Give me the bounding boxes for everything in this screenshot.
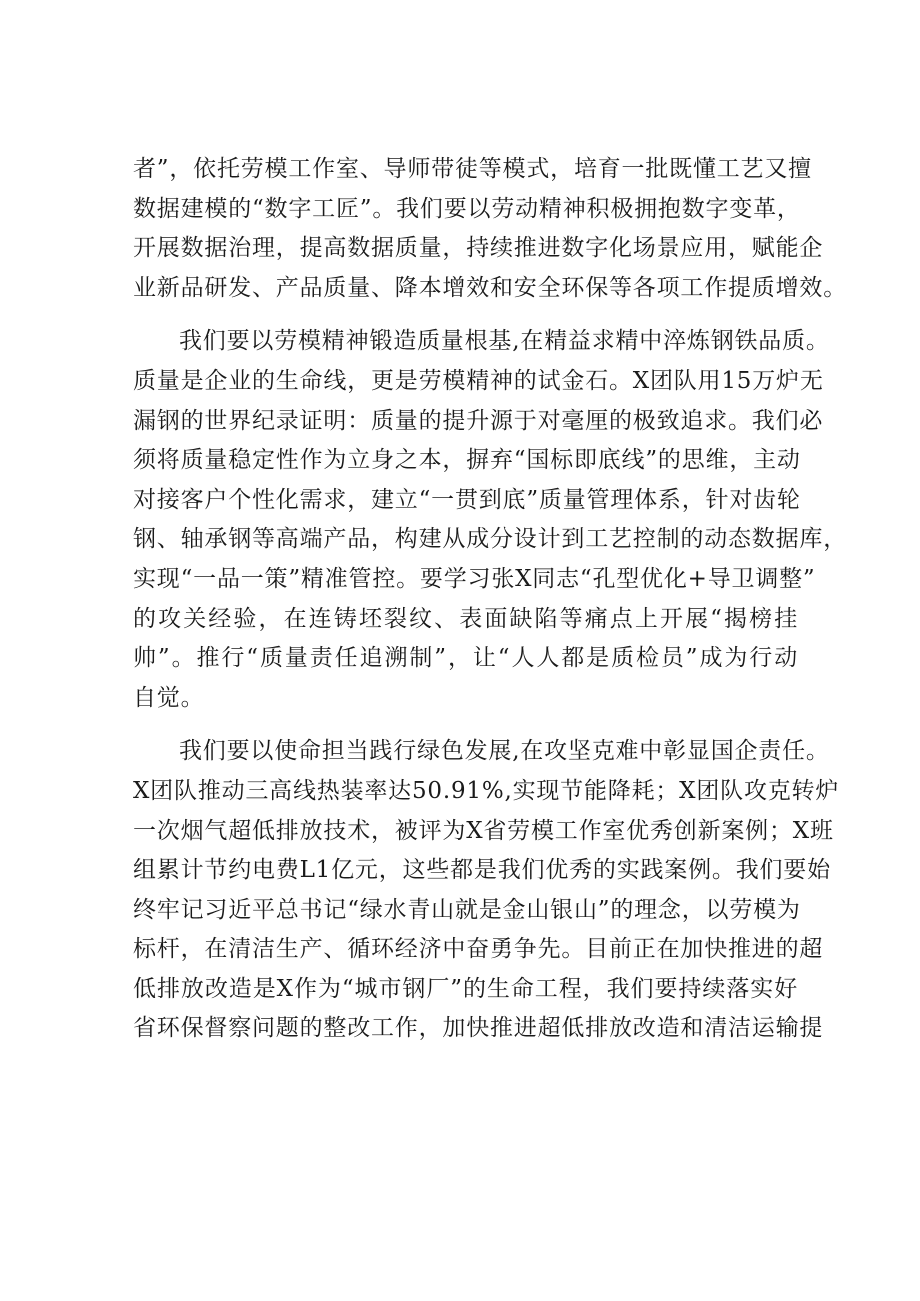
text-line: 质量是企业的生命线，更是劳模精神的试金石。X团队用15万炉无: [133, 367, 824, 394]
text-line: 帅”。推行“质量责任追溯制”，让“人人都是质检员”成为行动: [133, 645, 798, 672]
text-line: 自觉。: [133, 684, 205, 711]
text-line: 的攻关经验，在连铸坯裂纹、表面缺陷等痛点上开展“揭榜挂: [133, 605, 798, 632]
paragraph-spacer: [133, 308, 798, 322]
text-line: 须将质量稳定性作为立身之本，摒弃“国标即底线”的思维，主动: [133, 447, 801, 474]
text-line: 组累计节约电费L1亿元，这些都是我们优秀的实践案例。我们要始: [133, 857, 831, 884]
text-line: 低排放改造是X作为“城市钢厂”的生命工程，我们要持续落实好: [133, 975, 798, 1002]
text-line: 终牢记习近平总书记“绿水青山就是金山银山”的理念，以劳模为: [133, 896, 801, 923]
paragraph-2: [133, 322, 847, 718]
paragraph-spacer: [133, 718, 798, 732]
text-line: 漏钢的世界纪录证明：质量的提升源于对毫厘的极致追求。我们必: [133, 407, 824, 434]
text-line: 对接客户个性化需求，建立“一贯到底”质量管理体系，针对齿轮: [133, 486, 801, 513]
text-line: 业新品研发、产品质量、降本增效和安全环保等各项工作提质增效。: [133, 274, 847, 301]
text-line: 开展数据治理，提高数据质量，持续推进数字化场景应用，赋能企: [133, 235, 824, 262]
text-line: 一次烟气超低排放技术，被评为X省劳模工作室优秀创新案例；X班: [133, 817, 834, 844]
text-line: 钢、轴承钢等高端产品，构建从成分设计到工艺控制的动态数据库，: [133, 526, 847, 553]
text-line: 我们要以使命担当践行绿色发展,在攻坚克难中彰显国企责任。: [179, 738, 830, 765]
text-line: 者”，依托劳模工作室、导师带徒等模式，培育一批既懂工艺又擅: [133, 156, 812, 182]
text-line: 我们要以劳模精神锻造质量根基,在精益求精中淬炼钢铁品质。: [179, 328, 830, 355]
text-line: 标杆，在清洁生产、循环经济中奋勇争先。目前正在加快推进的超: [133, 936, 824, 963]
body-text: [133, 150, 847, 1049]
text-line: 省环保督察问题的整改工作，加快推进超低排放改造和清洁运输提: [133, 1015, 824, 1042]
paragraph-3: [133, 732, 840, 1049]
text-line: X团队推动三高线热装率达50.91%,实现节能降耗；X团队攻克转炉: [133, 777, 840, 804]
paragraph-1: [133, 150, 847, 308]
text-line: 实现“一品一策”精准管控。要学习张X同志“孔型优化+导卫调整”: [133, 565, 816, 592]
text-line: 数据建模的“数字工匠”。我们要以劳动精神积极拥抱数字变革，: [133, 195, 801, 222]
